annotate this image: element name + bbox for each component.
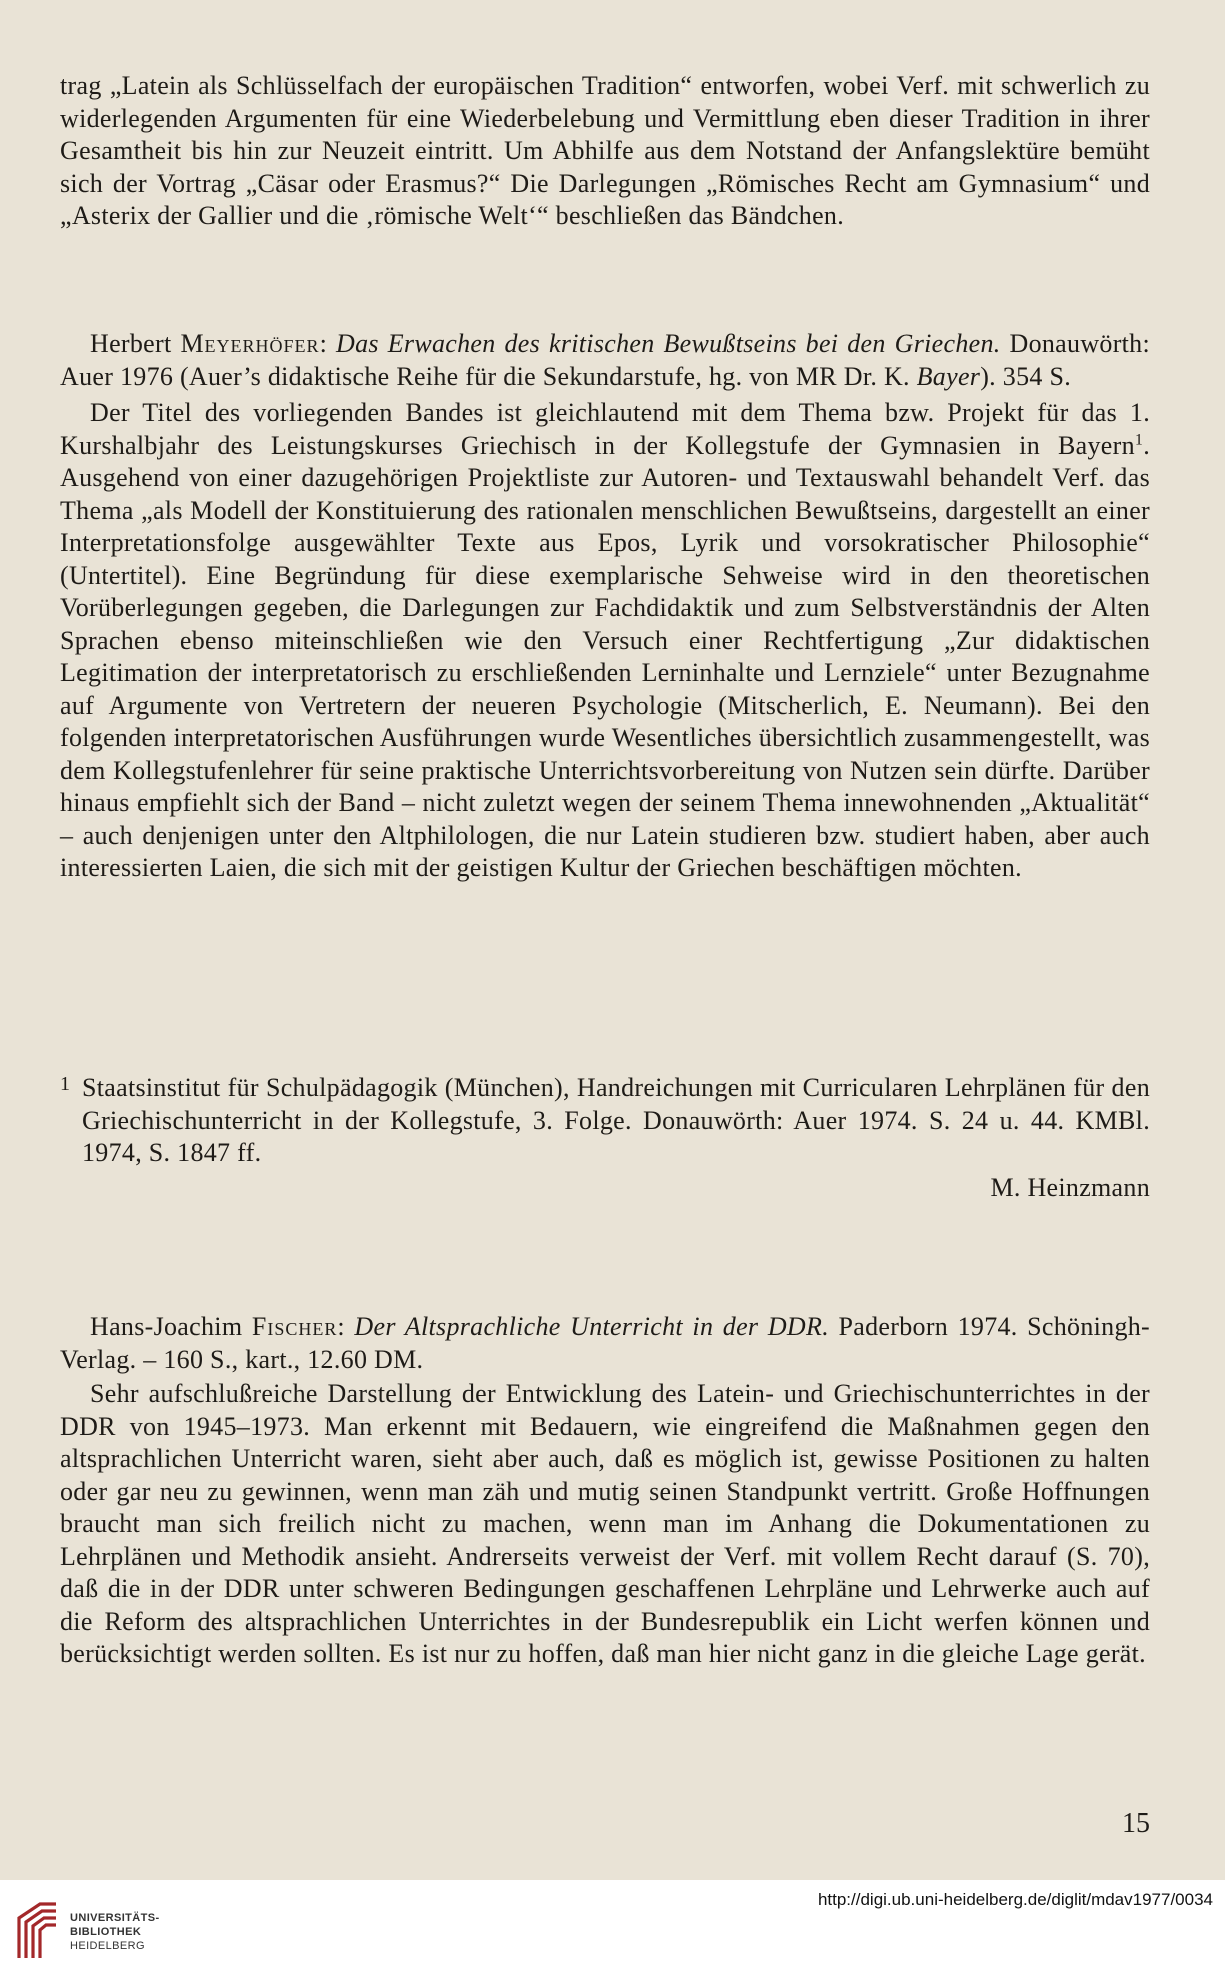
citation-colon: : [337, 1312, 355, 1341]
author-last-name: Meyerhöfer [180, 329, 320, 358]
review-fischer [60, 1311, 1150, 1671]
publication-info-end: ). 354 S. [980, 361, 1072, 391]
footnote [60, 1072, 1150, 1204]
page-number: 15 [1122, 1808, 1150, 1839]
author-last-name: Fischer [251, 1312, 338, 1341]
library-name-line: UNIVERSITÄTS- [70, 1912, 160, 1924]
library-footer [0, 1880, 1225, 1980]
reviewer-signature: M. Heinzmann [990, 1172, 1150, 1202]
author-first-name: Herbert [90, 329, 181, 358]
library-logo-icon [12, 1900, 62, 1966]
footnote-mark: 1 [60, 1073, 71, 1095]
editor-name: Bayer [916, 361, 981, 391]
publication-info: Donauwörth: Auer 1976 (Auer’s didaktische Reihe für die Sekundarstufe, hg. von MR Dr. K. [60, 329, 1151, 391]
footnote-text [60, 1072, 1150, 1170]
source-url-link[interactable]: http://digi.ub.uni-heidelberg.de/diglit/mdav1977/0034 [817, 1890, 1213, 1909]
book-title: Das Erwachen des kritischen Bewußtseins bei den Griechen. [336, 329, 1001, 358]
review-citation [60, 328, 1150, 393]
review-body [60, 397, 1150, 885]
review-body-text-b: . Ausgehend von einer dazugehörigen Projektliste zur Autoren- und Textauswahl behandelt Verf. das Thema „als Modell der Konstituierung des rationalen menschlichen Bewußtseins, dargestellt an einer Interpretationsfolge ausgewählter Texte aus Epos, Lyrik und vorsokratischer Philosophie“ (Untertitel). Eine Begründung für diese exemplarische Sehweise wird in den theoretischen Vorüberlegungen gegeben, die Darlegungen zur Fachdidaktik und zum Selbstverständnis der Alten Sprachen ebenso miteinschließen wie den Versuch einer Rechtfertigung „Zur didaktischen Legitimation der interpretatorisch zu erschließenden Lerninhalte und Lernziele“ unter Bezugnahme auf Argumente von Vertretern der neueren Psychologie (Mitscherlich, E. Neumann). Bei den folgenden interpretatorischen Ausführungen wurde Wesentliches übersichtlich zusammengestellt, was dem Kollegstufenlehrer für seine praktische Unterrichtsvorbereitung von Nutzen sein dürfte. Darüber hinaus empfiehlt sich der Band – nicht zuletzt wegen der seinem Thema innewohnenden „Aktualität“ – auch denjenigen unter den Altphilologen, die nur Latein studieren bzw. studiert haben, aber auch interessierten Laien, die sich mit der geistigen Kultur der Griechen beschäftigen möchten. [60, 430, 1150, 882]
footnote-content: Staatsinstitut für Schulpädagogik (München), Handreichungen mit Curricularen Lehrplänen für den Griechischunterricht in der Kollegstufe, 3. Folge. Donauwörth: Auer 1974. S. 24 u. 44. KMBl. 1974, S. 1847 ff. [82, 1073, 1150, 1167]
review-body-text-a: Der Titel des vorliegenden Bandes ist gleichlautend mit dem Thema bzw. Projekt für das 1. Kurshalbjahr des Leistungskurses Griechisch in der Kollegstufe der Gymnasien in Bayern [60, 398, 1150, 460]
author-first-name: Hans-Joachim [90, 1312, 252, 1341]
paragraph-intro-continuation [60, 70, 1150, 233]
review-citation [60, 1311, 1150, 1376]
citation-colon: : [319, 329, 337, 358]
library-name-line: BIBLIOTHEK [70, 1926, 142, 1938]
publication-info: Paderborn 1974. Schöningh-Verlag. – 160 S., kart., 12.60 DM. [60, 1312, 1151, 1374]
paragraph-text: trag „Latein als Schlüsselfach der europäischen Tradition“ entworfen, wobei Verf. mit schwerlich zu widerlegenden Argumenten für eine Wiederbelebung und Vermittlung eben dieser Tradition in ihrer Gesamtheit bis hin zur Neuzeit eintritt. Um Abhilfe aus dem Notstand der Anfangslektüre bemüht sich der Vortrag „Cäsar oder Erasmus?“ Die Darlegungen „Römisches Recht am Gymnasium“ und „Asterix der Gallier und die ‚römische Welt‘“ beschließen das Bändchen. [60, 71, 1150, 230]
library-name-line: HEIDELBERG [70, 1940, 145, 1952]
book-title: Der Altsprachliche Unterricht in der DDR. [354, 1312, 829, 1341]
review-body: Sehr aufschlußreiche Darstellung der Entwicklung des Latein- und Griechischunterrichtes in der DDR von 1945–1973. Man erkennt mit Bedauern, wie eingreifend die Maßnahmen gegen den altsprachlichen Unterricht waren, sieht aber auch, daß es möglich ist, gewisse Positionen zu halten oder gar neu zu gewinnen, wenn man zäh und mutig seinen Standpunkt vertritt. Große Hoffnungen braucht man sich freilich nicht zu machen, wenn man im Anhang die Dokumentationen zu Lehrplänen und Methodik ansieht. Andrerseits verweist der Verf. mit vollem Recht darauf (S. 70), daß die in der DDR unter schweren Bedingungen geschaffenen Lehrpläne und Lehrwerke auch auf die Reform des altsprachlichen Unterrichtes in der Bundesrepublik ein Licht werfen können und berücksichtigt werden sollten. Es ist nur zu hoffen, daß man hier nicht ganz in die gleiche Lage gerät. [60, 1379, 1150, 1668]
library-name [70, 1911, 160, 1953]
footnote-reference: 1 [1134, 430, 1144, 448]
review-meyerhoefer [60, 328, 1150, 885]
